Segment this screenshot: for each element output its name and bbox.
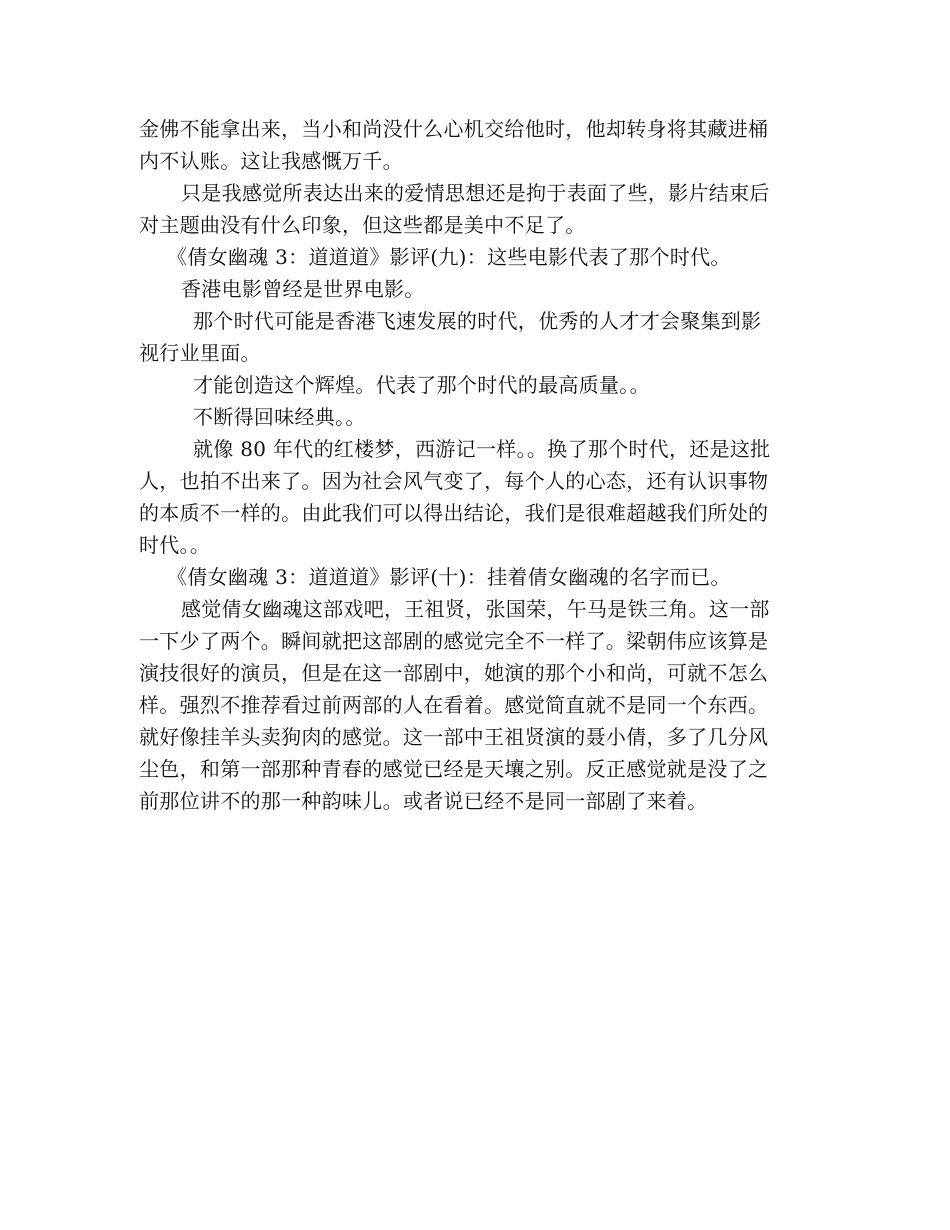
text-line: 内不认账。这让我感慨万千。 — [139, 149, 403, 173]
paragraph-start: 才能创造这个辉煌。代表了那个时代的最高质量。。 — [193, 373, 650, 397]
text-line: 时代。。 — [139, 533, 211, 557]
paragraph-start: 那个时代可能是香港飞速发展的时代，优秀的人才才会聚集到影 — [193, 309, 762, 333]
paragraph-start: 只是我感觉所表达出来的爱情思想还是拘于表面了些，影片结束后 — [181, 181, 770, 205]
paragraph-start: 感觉倩女幽魂这部戏吧，王祖贤，张国荣，午马是铁三角。这一部 — [181, 597, 770, 621]
text-line: 尘色，和第一部那种青春的感觉已经是天壤之别。反正感觉就是没了之 — [139, 757, 769, 781]
text-line: 样。强烈不推荐看过前两部的人在看着。感觉简直就不是同一个东西。 — [139, 693, 769, 717]
review-heading: 《倩女幽魂 3：道道道》影评(九)：这些电影代表了那个时代。 — [167, 245, 731, 269]
text-line: 前那位讲不的那一种韵味儿。或者说已经不是同一部剧了来着。 — [139, 789, 708, 813]
text-line: 的本质不一样的。由此我们可以得出结论，我们是很难超越我们所处的 — [139, 501, 769, 525]
text-line: 人，也拍不出来了。因为社会风气变了，每个人的心态，还有认识事物 — [139, 469, 769, 493]
text-line: 视行业里面。 — [139, 341, 261, 365]
body-text — [139, 113, 813, 817]
text-line: 演技很好的演员，但是在这一部剧中，她演的那个小和尚，可就不怎么 — [139, 661, 769, 685]
paragraph-start: 不断得回味经典。。 — [193, 405, 366, 429]
paragraph-start: 就像 80 年代的红楼梦，西游记一样。。换了那个时代，还是这批 — [193, 437, 771, 461]
paragraph-start: 香港电影曾经是世界电影。 — [181, 277, 425, 301]
text-line: 就好像挂羊头卖狗肉的感觉。这一部中王祖贤演的聂小倩，多了几分风 — [139, 725, 769, 749]
text-line: 金佛不能拿出来，当小和尚没什么心机交给他时，他却转身将其藏进桶 — [139, 117, 769, 141]
text-line: 对主题曲没有什么印象，但这些都是美中不足了。 — [139, 213, 586, 237]
review-heading: 《倩女幽魂 3：道道道》影评(十)：挂着倩女幽魂的名字而已。 — [167, 565, 731, 589]
text-line: 一下少了两个。瞬间就把这部剧的感觉完全不一样了。梁朝伟应该算是 — [139, 629, 769, 653]
